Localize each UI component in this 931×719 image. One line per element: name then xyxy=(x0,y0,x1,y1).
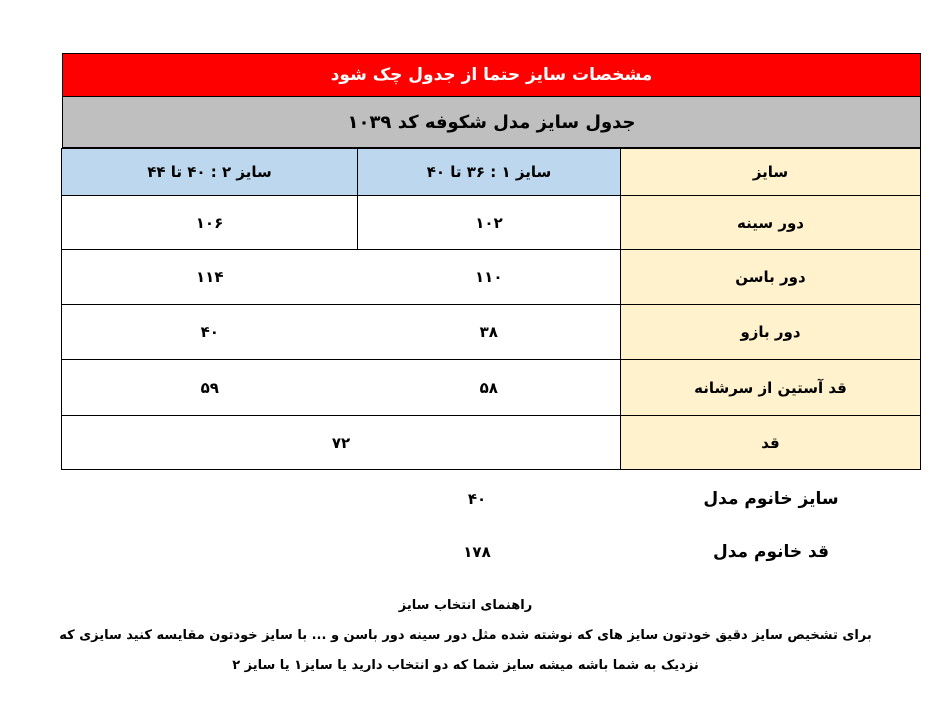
model-size-label: سایز خانوم مدل xyxy=(703,489,839,509)
guide-line-1: برای تشخیص سایز دقیق خودتون سایز های که نوشته شده مثل دور سینه دور باسن و ... با سایز خودتون مقایسه کنید سایزی که xyxy=(59,628,872,643)
cell-arm-size2: ۴۰ xyxy=(62,305,358,360)
model-height-value: ۱۷۸ xyxy=(463,543,491,561)
table-row xyxy=(62,250,921,305)
model-size-value: ۴۰ xyxy=(467,490,487,508)
table-row xyxy=(62,360,921,416)
model-height-label: قد خانوم مدل xyxy=(712,542,830,562)
header-size1: سایز ۱ : ۳۶ تا ۴۰ xyxy=(358,149,621,196)
row-label-chest: دور سینه xyxy=(621,196,921,250)
model-height-row xyxy=(62,537,921,567)
table-row xyxy=(62,196,921,250)
size-guide xyxy=(20,591,911,681)
header-size2: سایز ۲ : ۴۰ تا ۴۴ xyxy=(62,149,358,196)
cell-length-value: ۷۲ xyxy=(62,416,621,470)
warning-text: مشخصات سایز حتما از جدول چک شود xyxy=(330,65,653,85)
cell-hip-size2: ۱۱۴ xyxy=(62,250,358,305)
header-label-size: سایز xyxy=(621,149,921,196)
row-label-arm: دور بازو xyxy=(621,305,921,360)
table-header-row xyxy=(62,149,921,196)
cell-hip-size1: ۱۱۰ xyxy=(358,250,621,305)
cell-chest-size1: ۱۰۲ xyxy=(358,196,621,250)
guide-title: راهنمای انتخاب سایز xyxy=(398,598,533,613)
cell-arm-size1: ۳۸ xyxy=(358,305,621,360)
table-row xyxy=(62,305,921,360)
row-label-hip: دور باسن xyxy=(621,250,921,305)
table-title: جدول سایز مدل شکوفه کد ۱۰۳۹ xyxy=(347,111,636,133)
table-title-bar xyxy=(62,97,921,148)
size-chart-sheet xyxy=(62,53,921,470)
cell-sleeve-size2: ۵۹ xyxy=(62,360,358,416)
warning-banner xyxy=(62,53,921,97)
model-size-row xyxy=(62,484,921,514)
size-table xyxy=(61,148,921,470)
cell-chest-size2: ۱۰۶ xyxy=(62,196,358,250)
row-label-sleeve: قد آستین از سرشانه xyxy=(621,360,921,416)
row-label-length: قد xyxy=(621,416,921,470)
guide-line-2: نزدیک به شما باشه میشه سایز شما که دو انتخاب دارید یا سایز۱ یا سایز ۲ xyxy=(232,658,699,673)
table-row xyxy=(62,416,921,470)
cell-sleeve-size1: ۵۸ xyxy=(358,360,621,416)
